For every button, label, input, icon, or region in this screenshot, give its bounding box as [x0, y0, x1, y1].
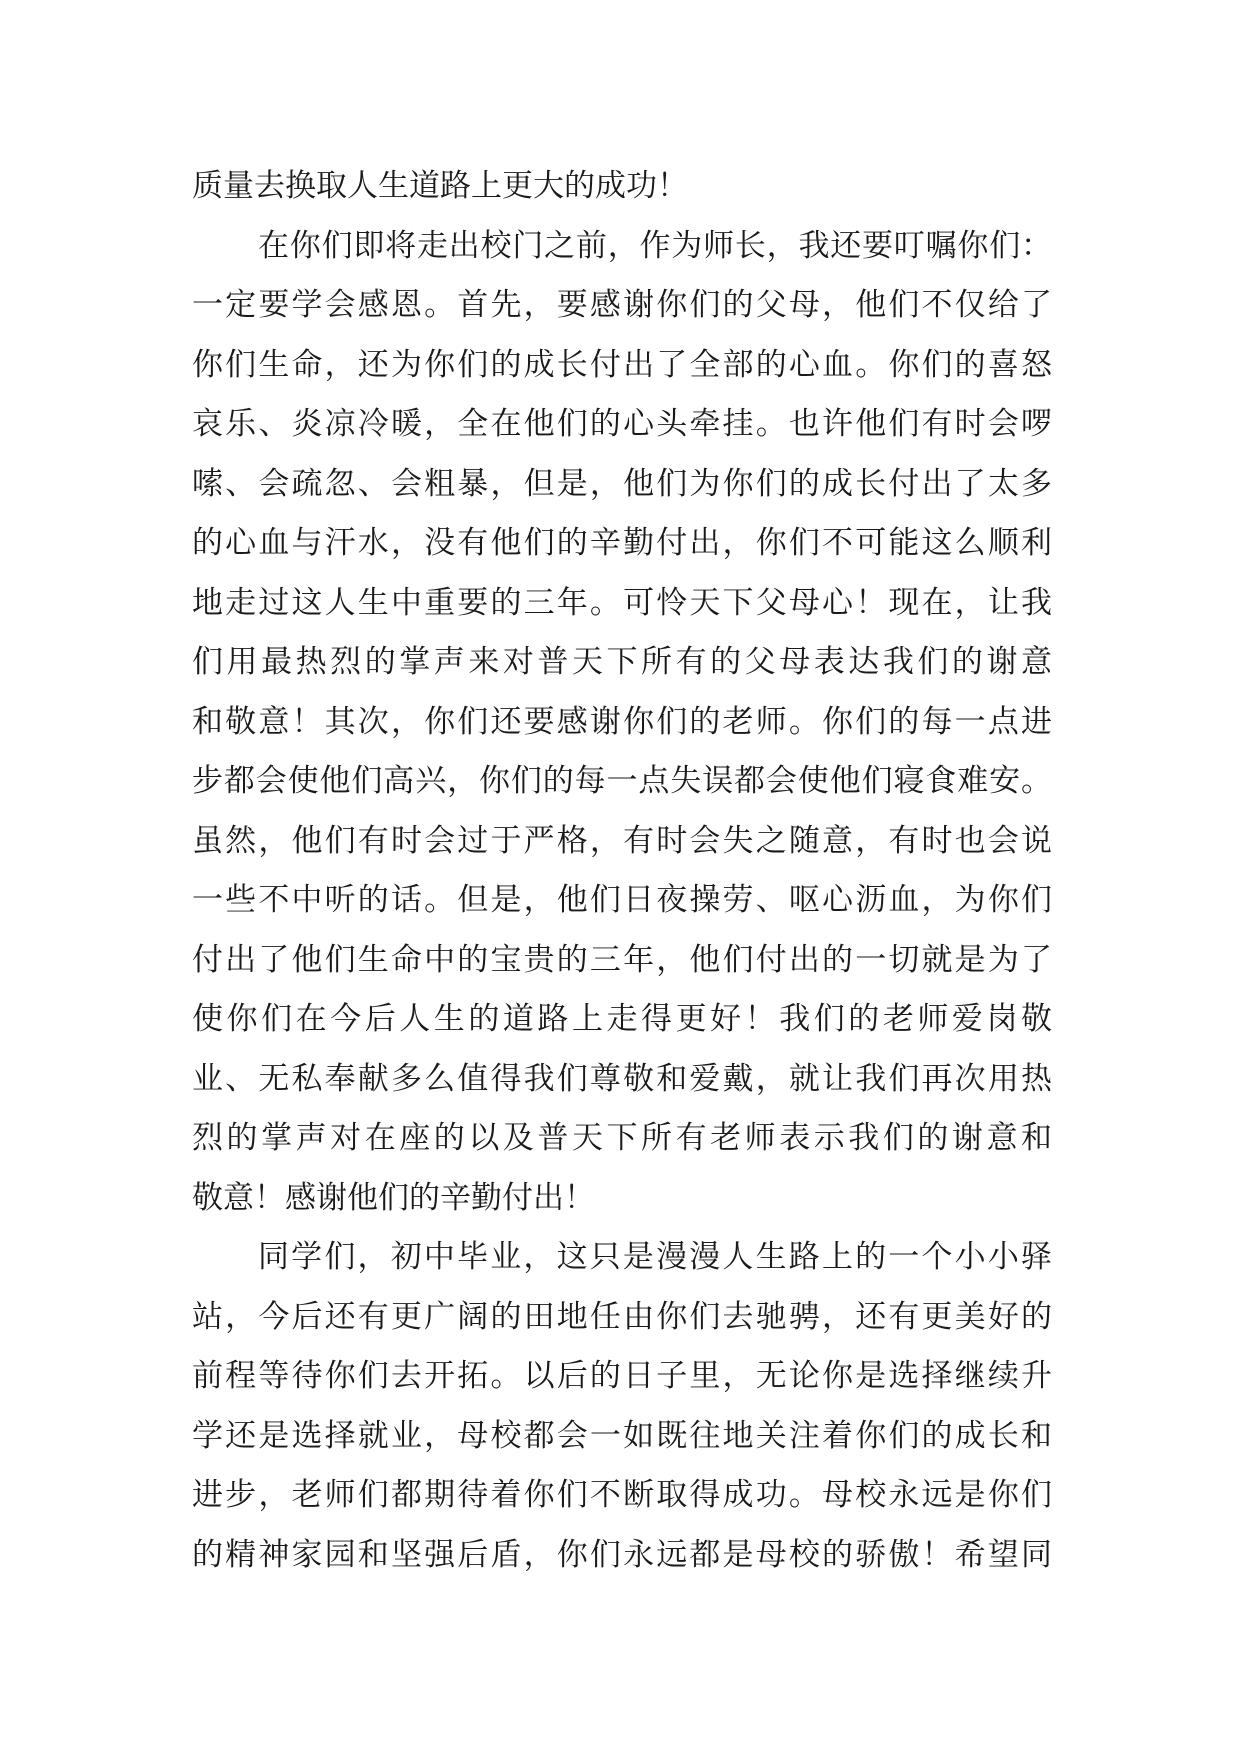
text-line: 付出了他们生命中的宝贵的三年，他们付出的一切就是为了 — [192, 941, 1052, 978]
text-line: 的心血与汗水，没有他们的辛勤付出，你们不可能这么顺利 — [192, 525, 1052, 561]
text-line: 们用最热烈的掌声来对普天下所有的父母表达我们的谢意 — [192, 644, 1052, 680]
text-line: 业、无私奉献多么值得我们尊敬和爱戴，就让我们再次用热 — [192, 1060, 1052, 1097]
text-line: 在你们即将走出校门之前，作为师长，我还要叮嘱你们： — [258, 227, 1052, 264]
text-line: 进步，老师们都期待着你们不断取得成功。母校永远是你们 — [192, 1477, 1052, 1513]
text-line: 前程等待你们去开拓。以后的日子里，无论你是选择继续升 — [192, 1358, 1052, 1394]
text-line: 地走过这人生中重要的三年。可怜天下父母心！现在，让我 — [192, 584, 1052, 621]
text-line: 敬意！感谢他们的辛勤付出！ — [192, 1179, 595, 1216]
text-line: 质量去换取人生道路上更大的成功！ — [192, 168, 688, 204]
text-line: 烈的掌声对在座的以及普天下所有老师表示我们的谢意和 — [192, 1120, 1052, 1156]
text-line: 站，今后还有更广阔的田地任由你们去驰骋，还有更美好的 — [192, 1298, 1052, 1335]
text-line: 的精神家园和坚强后盾，你们永远都是母校的骄傲！希望同 — [192, 1536, 1052, 1573]
text-line: 步都会使他们高兴，你们的每一点失误都会使他们寝食难安。 — [192, 763, 1052, 799]
text-line: 哀乐、炎凉冷暖，全在他们的心头牵挂。也许他们有时会啰 — [192, 406, 1052, 442]
text-line: 同学们，初中毕业，这只是漫漫人生路上的一个小小驿 — [258, 1239, 1052, 1275]
text-line: 虽然，他们有时会过于严格，有时会失之随意，有时也会说 — [192, 822, 1052, 859]
document-body — [192, 157, 1052, 1585]
text-line: 一定要学会感恩。首先，要感谢你们的父母，他们不仅给了 — [192, 287, 1052, 323]
text-line: 学还是选择就业，母校都会一如既往地关注着你们的成长和 — [192, 1417, 1052, 1454]
text-line: 嗦、会疏忽、会粗暴，但是，他们为你们的成长付出了太多 — [192, 465, 1052, 502]
text-line: 使你们在今后人生的道路上走得更好！我们的老师爱岗敬 — [192, 1001, 1052, 1037]
text-line: 一些不中听的话。但是，他们日夜操劳、呕心沥血，为你们 — [192, 882, 1052, 918]
text-line: 和敬意！其次，你们还要感谢你们的老师。你们的每一点进 — [192, 703, 1052, 740]
text-line: 你们生命，还为你们的成长付出了全部的心血。你们的喜怒 — [192, 346, 1052, 383]
